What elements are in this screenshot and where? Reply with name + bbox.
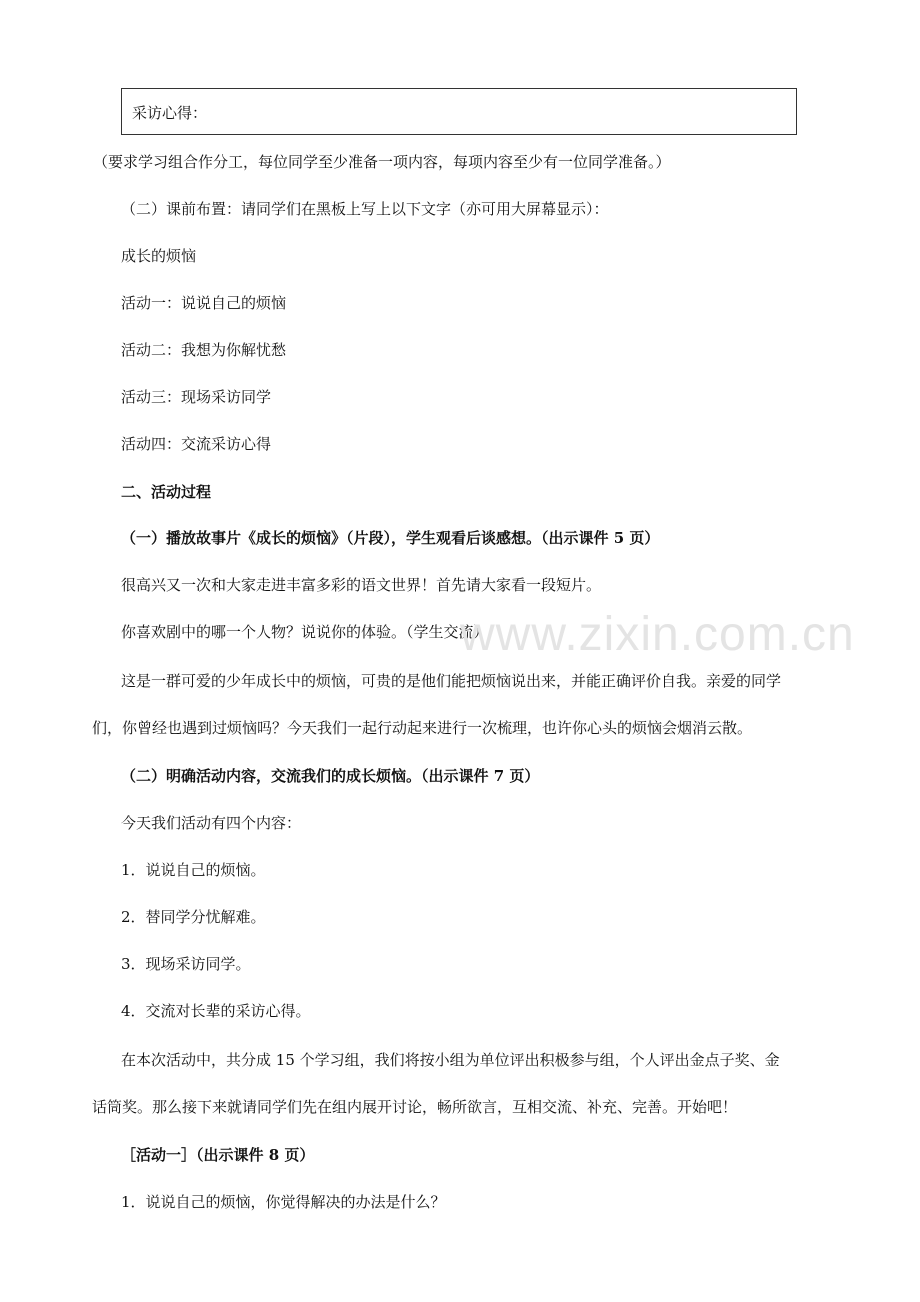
watermark: www.zixin.com.cn: [460, 608, 855, 661]
subsection-heading: （一）播放故事片《成长的烦恼》（片段），学生观看后谈感想。（出示课件 5 页）: [121, 529, 660, 547]
paragraph: 很高兴又一次和大家走进丰富多彩的语文世界！首先请大家看一段短片。: [121, 576, 602, 594]
numbered-item: 1．说说自己的烦恼。: [121, 861, 266, 879]
interview-notes-box: [121, 88, 797, 135]
activity-list-item: 活动二：我想为你解忧愁: [121, 341, 287, 359]
numbered-item: 2．替同学分忧解难。: [121, 908, 266, 926]
paragraph: 这是一群可爱的少年成长中的烦恼，可贵的是他们能把烦恼说出来，并能正确评价自我。亲爱的同学: [121, 672, 782, 690]
numbered-item: 4．交流对长辈的采访心得。: [121, 1002, 311, 1020]
paragraph: 今天我们活动有四个内容：: [121, 814, 302, 832]
interview-notes-label: 采访心得：: [132, 104, 208, 122]
paragraph: 你喜欢剧中的哪一个人物？说说你的体验。（学生交流）: [121, 623, 489, 641]
activity-heading: ［活动一］（出示课件 8 页）: [121, 1146, 315, 1164]
activity-list-item: 活动三：现场采访同学: [121, 388, 272, 406]
paragraph-continuation: 们，你曾经也遇到过烦恼吗？今天我们一起行动起来进行一次梳理，也许你心头的烦恼会烟消云散。: [92, 719, 753, 737]
subsection-heading: （二）明确活动内容，交流我们的成长烦恼。（出示课件 7 页）: [121, 767, 540, 785]
activity-list-item: 活动一：说说自己的烦恼: [121, 294, 287, 312]
prep-instruction: （二）课前布置：请同学们在黑板上写上以下文字（亦可用大屏幕显示）：: [121, 200, 609, 218]
numbered-item: 1．说说自己的烦恼，你觉得解决的办法是什么？: [121, 1193, 446, 1211]
numbered-item: 3．现场采访同学。: [121, 955, 251, 973]
section-heading: 二、活动过程: [121, 483, 212, 501]
prep-title: 成长的烦恼: [121, 247, 197, 265]
activity-list-item: 活动四：交流采访心得: [121, 435, 272, 453]
paragraph-continuation: 话筒奖。那么接下来就请同学们先在组内展开讨论，畅所欲言，互相交流、补充、完善。开始吧！: [92, 1098, 738, 1116]
paragraph: 在本次活动中，共分成 15 个学习组，我们将按小组为单位评出积极参与组，个人评出金点子奖、金: [121, 1051, 780, 1069]
requirement-note: （要求学习组合作分工，每位同学至少准备一项内容，每项内容至少有一位同学准备。）: [93, 153, 671, 171]
